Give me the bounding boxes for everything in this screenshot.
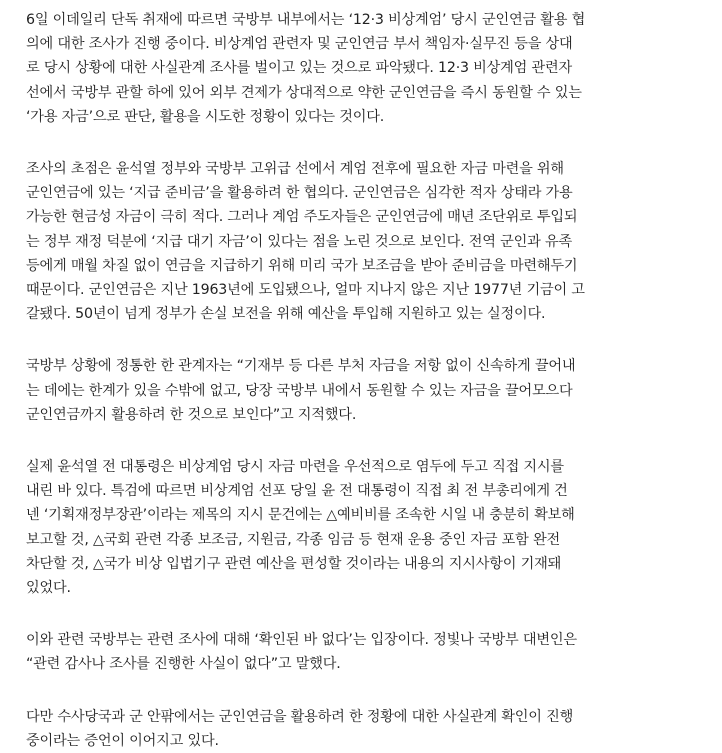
paragraph-line: 중이라는 증언이 이어지고 있다. xyxy=(26,732,219,749)
paragraph-line: 있었다. xyxy=(26,580,71,597)
paragraph-line: 조사의 초점은 윤석열 정부와 국방부 고위급 선에서 계엄 전후에 필요한 자금 마련을 위해 xyxy=(26,161,564,178)
paragraph-line: ‘가용 자금’으로 판단, 활용을 시도한 정황이 있다는 것이다. xyxy=(26,108,385,125)
paragraph-2 xyxy=(26,157,698,326)
paragraph-line: 는 데에는 한계가 있을 수밖에 없고, 당장 국방부 내에서 동원할 수 있는 자금을 끌어모으다 xyxy=(26,382,573,399)
paragraph-line: 이와 관련 국방부는 관련 조사에 대해 ‘확인된 바 없다’는 입장이다. 정빛나 국방부 대변인은 xyxy=(26,632,577,649)
paragraph-4 xyxy=(26,455,698,600)
paragraph-line: 선에서 국방부 관할 하에 있어 외부 견제가 상대적으로 약한 군인연금을 즉시 동원할 수 있는 xyxy=(26,84,582,101)
paragraph-line: 군인연금에 있는 ‘지급 준비금’을 활용하려 한 협의다. 군인연금은 심각한 적자 상태라 가용 xyxy=(26,185,573,202)
paragraph-6 xyxy=(26,705,698,753)
paragraph-line: 때문이다. 군인연금은 지난 1963년에 도입됐으나, 얼마 지나지 않은 지난 1977년 기금이 고 xyxy=(26,282,585,299)
paragraph-line: 차단할 것, △국가 비상 입법기구 관련 예산을 편성할 것이라는 내용의 지시사항이 기재돼 xyxy=(26,555,562,572)
paragraph-line: “관련 감사나 조사를 진행한 사실이 없다”고 말했다. xyxy=(26,656,341,673)
paragraph-5 xyxy=(26,628,698,676)
paragraph-line: 군인연금까지 활용하려 한 것으로 보인다”고 지적했다. xyxy=(26,406,357,423)
paragraph-line: 의에 대한 조사가 진행 중이다. 비상계엄 관련자 및 군인연금 부서 책임자·실무진 등을 상대 xyxy=(26,36,573,53)
paragraph-line: 내린 바 있다. 특검에 따르면 비상계엄 선포 당일 윤 전 대통령이 직접 최 전 부총리에게 건 xyxy=(26,483,568,500)
paragraph-line: 보고할 것, △국회 관련 각종 보조금, 지원금, 각종 임금 등 현재 운용 중인 자금 포함 완전 xyxy=(26,531,560,548)
paragraph-1 xyxy=(26,8,698,129)
paragraph-line: 6일 이데일리 단독 취재에 따르면 국방부 내부에서는 ‘12·3 비상계엄’ 당시 군인연금 활용 협 xyxy=(26,12,586,28)
paragraph-line: 로 당시 상황에 대한 사실관계 조사를 벌이고 있는 것으로 파악됐다. 12·3 비상계엄 관련자 xyxy=(26,60,572,77)
paragraph-line: 국방부 상황에 정통한 한 관계자는 “기재부 등 다른 부처 자금을 저항 없이 신속하게 끌어내 xyxy=(26,358,576,375)
paragraph-3 xyxy=(26,354,698,427)
paragraph-line: 다만 수사당국과 군 안팎에서는 군인연금을 활용하려 한 정황에 대한 사실관계 확인이 진행 xyxy=(26,708,574,725)
paragraph-line: 갈됐다. 50년이 넘게 정부가 손실 보전을 위해 예산을 투입해 지원하고 있는 실정이다. xyxy=(26,306,546,323)
paragraph-line: 넨 ‘기획재정부장관’이라는 제목의 지시 문건에는 △예비비를 조속한 시일 내 충분히 확보해 xyxy=(26,507,575,524)
paragraph-line: 등에게 매월 차질 없이 연금을 지급하기 위해 미리 국가 보조금을 받아 준비금을 마련해두기 xyxy=(26,257,578,274)
paragraph-line: 가능한 현금성 자금이 극히 적다. 그러나 계엄 주도자들은 군인연금에 매년 조단위로 투입되 xyxy=(26,209,578,226)
paragraph-line: 실제 윤석열 전 대통령은 비상계엄 당시 자금 마련을 우선적으로 염두에 두고 직접 지시를 xyxy=(26,459,564,476)
paragraph-line: 는 정부 재정 덕분에 ‘지급 대기 자금’이 있다는 점을 노린 것으로 보인다. 전역 군인과 유족 xyxy=(26,233,572,250)
